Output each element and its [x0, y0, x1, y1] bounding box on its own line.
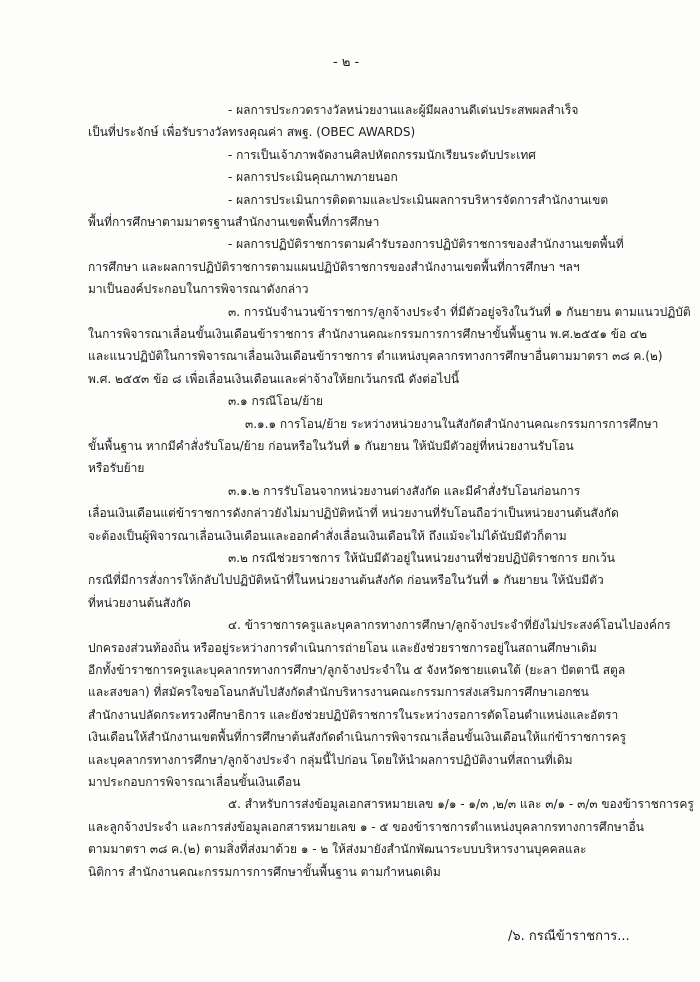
text-line: ตามมาตรา ๓๘ ค.(๒) ตามสิ่งที่ส่งมาด้วย ๑ - ๒ ให้ส่งมายังสำนักพัฒนาระบบบริหารงานบุคคลและ — [88, 842, 587, 857]
text-line: ๓.๒ กรณีช่วยราชการ ให้นับมีตัวอยู่ในหน่วยงานที่ช่วยปฏิบัติราชการ ยกเว้น — [228, 551, 615, 565]
text-line: หรือรับย้าย — [88, 461, 145, 476]
text-line: ขั้นพื้นฐาน หากมีคำสั่งรับโอน/ย้าย ก่อนหรือในวันที่ ๑ กันยายน ให้นับมีตัวอยู่ที่หน่วยงานรับโอน — [88, 439, 574, 453]
text-line: ๓. การนับจำนวนข้าราชการ/ลูกจ้างประจำ ที่มีตัวอยู่จริงในวันที่ ๑ กันยายน ตามแนวปฏิบัติ — [228, 304, 691, 319]
text-line: และบุคลากรทางการศึกษา/ลูกจ้างประจำ กลุ่มนี้ไปก่อน โดยให้นำผลการปฏิบัติงานที่สถานที่เดิม — [88, 752, 573, 767]
text-line: ที่หน่วยงานต้นสังกัด — [88, 595, 191, 610]
text-line: ๓.๑ กรณีโอน/ย้าย — [228, 394, 323, 409]
text-line: ๕. สำหรับการส่งข้อมูลเอกสารหมายเลข ๑/๑ - ๑/๓ ,๒/๓ และ ๓/๑ - ๓/๓ ของข้าราชการครู — [228, 797, 694, 812]
text-line: นิติการ สำนักงานคณะกรรมการการศึกษาขั้นพื้นฐาน ตามกำหนดเดิม — [88, 864, 441, 879]
text-line: - การเป็นเจ้าภาพจัดงานศิลปหัตถกรรมนักเรียนระดับประเทศ — [228, 147, 536, 162]
text-line: ปกครองส่วนท้องถิ่น หรืออยู่ระหว่างการดำเนินการถ่ายโอน และยังช่วยราชการอยู่ในสถานศึกษาเดิม — [88, 640, 597, 655]
text-line: ๓.๑.๑ การโอน/ย้าย ระหว่างหน่วยงานในสังกัดสำนักงานคณะกรรมการการศึกษา — [245, 416, 659, 431]
text-line: จะต้องเป็นผู้พิจารณาเลื่อนเงินเดือนและออกคำสั่งเลื่อนเงินเดือนให้ ถึงแม้จะไม่ได้นับมีตัวก็ตาม — [88, 528, 567, 543]
text-line: เงินเดือนให้สำนักงานเขตพื้นที่การศึกษาต้นสังกัดดำเนินการพิจารณาเลื่อนขั้นเงินเดือนให้แก่ข้าราชการครู — [88, 730, 627, 745]
text-line: อีกทั้งข้าราชการครูและบุคลากรทางการศึกษา/ลูกจ้างประจำใน ๕ จังหวัดชายแดนใต้ (ยะลา ปัตตานี สตูล — [88, 663, 626, 677]
text-line: - ผลการประเมินคุณภาพภายนอก — [228, 170, 398, 185]
text-line: มาเป็นองค์ประกอบในการพิจารณาดังกล่าว — [88, 282, 309, 297]
text-line: ๓.๑.๒ การรับโอนจากหน่วยงานต่างสังกัด และมีคำสั่งรับโอนก่อนการ — [228, 483, 581, 498]
text-line: พื้นที่การศึกษาตามมาตรฐานสำนักงานเขตพื้นที่การศึกษา — [88, 215, 380, 229]
text-line: และลูกจ้างประจำ และการส่งข้อมูลเอกสารหมายเลข ๑ - ๕ ของข้าราชการตำแหน่งบุคลากรทางการศึกษาอื่น — [88, 819, 644, 834]
text-line: เป็นที่ประจักษ์ เพื่อรับรางวัลทรงคุณค่า สพฐ. (OBEC AWARDS) — [88, 125, 416, 140]
continuation-note: /๖. กรณีข้าราชการ... — [508, 929, 630, 944]
page-number: - ๒ - — [333, 55, 360, 70]
text-line: - ผลการประกวดรางวัลหน่วยงานและผู้มีผลงานดีเด่นประสพผลสำเร็จ — [228, 103, 579, 117]
text-line: - ผลการประเมินการติดตามและประเมินผลการบริหารจัดการสำนักงานเขต — [228, 192, 609, 207]
text-line: การศึกษา และผลการปฏิบัติราชการตามแผนปฏิบัติราชการของสำนักงานเขตพื้นที่การศึกษา ฯลฯ — [88, 259, 580, 274]
text-line: เลื่อนเงินเดือนแต่ข้าราชการดังกล่าวยังไม่มาปฏิบัติหน้าที่ หน่วยงานที่รับโอนถือว่าเป็นหน่วยงานต้นสังกัด — [88, 506, 619, 521]
text-line: กรณีที่มีการสั่งการให้กลับไปปฏิบัติหน้าที่ในหน่วยงานต้นสังกัด ก่อนหรือในวันที่ ๑ กันยายน ให้นับมีตัว — [88, 573, 604, 588]
text-line: พ.ศ. ๒๕๕๓ ข้อ ๘ เพื่อเลื่อนเงินเดือนและค่าจ้างให้ยกเว้นกรณี ดังต่อไปนี้ — [88, 371, 460, 386]
text-line: มาประกอบการพิจารณาเลื่อนขั้นเงินเดือน — [88, 775, 301, 789]
text-line: ๔. ข้าราชการครูและบุคลากรทางการศึกษา/ลูกจ้างประจำที่ยังไม่ประสงค์โอนไปองค์กร — [228, 618, 671, 633]
text-line: และแนวปฏิบัติในการพิจารณาเลื่อนเงินเดือนข้าราชการ ตำแหน่งบุคลากรทางการศึกษาอื่นตามมาตรา ๓๘ ค.(๒) — [88, 349, 663, 364]
text-line: สำนักงานปลัดกระทรวงศึกษาธิการ และยังช่วยปฏิบัติราชการในระหว่างรอการตัดโอนตำแหน่งและอัตรา — [88, 707, 619, 722]
text-line: และสงขลา) ที่สมัครใจขอโอนกลับไปสังกัดสำนักบริหารงานคณะกรรมการส่งเสริมการศึกษาเอกชน — [88, 685, 589, 700]
text-line: - ผลการปฏิบัติราชการตามคำรับรองการปฏิบัติราชการของสำนักงานเขตพื้นที่ — [228, 237, 624, 252]
text-line: ในการพิจารณาเลื่อนขั้นเงินเดือนข้าราชการ สำนักงานคณะกรรมการการศึกษาขั้นพื้นฐาน พ.ศ.๒๕๕๑ ข้อ ๔๒ — [88, 327, 647, 341]
